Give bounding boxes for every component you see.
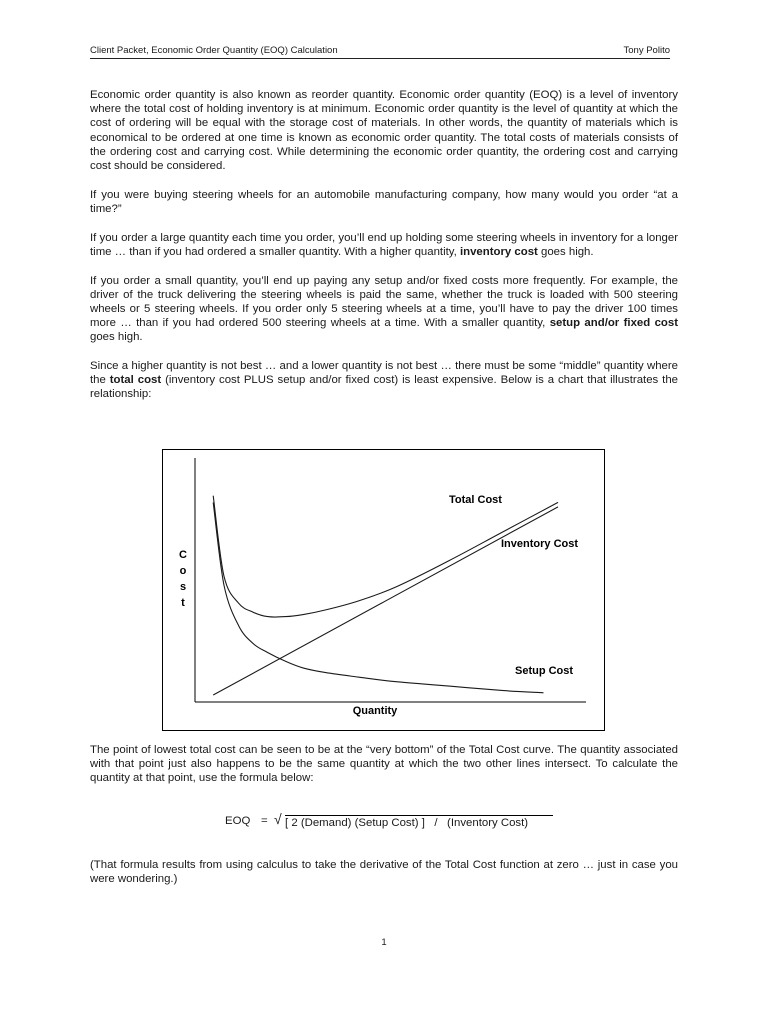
paragraph-small-quantity bbox=[90, 274, 678, 345]
text-segment: (inventory cost PLUS setup and/or fixed cost) is least expensive. Below is a chart that illustrates the relationship: bbox=[90, 374, 678, 401]
eoq-chart-svg bbox=[163, 450, 606, 732]
text-segment: goes high. bbox=[90, 331, 143, 344]
closing-text bbox=[90, 858, 678, 886]
formula-radicand bbox=[285, 815, 553, 829]
y-axis-label-letter: o bbox=[179, 565, 187, 577]
series-label-setup-cost: Setup Cost bbox=[515, 665, 574, 677]
paragraph-large-quantity bbox=[90, 231, 678, 259]
bold-setup-fixed-cost: setup and/or fixed cost bbox=[549, 317, 678, 330]
bold-inventory-cost: inventory cost bbox=[459, 245, 538, 258]
header-author: Tony Polito bbox=[623, 45, 670, 56]
paragraph-steering-wheel-question: If you were buying steering wheels for an automobile manufacturing company, how many would you order “at a time?” bbox=[90, 188, 678, 215]
paragraph-middle-quantity bbox=[90, 359, 678, 402]
formula-equals: = bbox=[261, 815, 268, 827]
formula-radicand-text: [ 2 (Demand) (Setup Cost) ] / (Inventory Cost) bbox=[285, 817, 529, 829]
text-segment: If you order a small quantity, you’ll end up paying any setup and/or fixed costs more frequently. For example, the driver of the truck delivering the steering wheels is paid the same, whether the truck is loaded with 500 steering wheels or 5 steering wheels. If you order only 5 steering wheels at a time, you’ll have to pay the driver 100 times more … than if you had ordered 500 steering wheels at a time. With a smaller quantity, bbox=[90, 274, 678, 330]
bold-total-cost: total cost bbox=[109, 374, 162, 387]
header-document-title: Client Packet, Economic Order Quantity (EOQ) Calculation bbox=[90, 45, 338, 56]
post-chart-text bbox=[90, 743, 678, 786]
text-segment: If you order a large quantity each time you order, you’ll end up holding some steering wheels in inventory for a longer time … than if you had ordered a smaller quantity. With a higher quantity, bbox=[90, 231, 678, 258]
y-axis-label-letter: s bbox=[179, 581, 187, 593]
series-label-inventory-cost: Inventory Cost bbox=[501, 538, 579, 550]
paragraph-eoq-definition: Economic order quantity is also known as reorder quantity. Economic order quantity (EOQ) is a level of inventory where the total cost of holding inventory is at minimum. Economic order quantity is the level of quantity at which the cost of ordering will be equal with the storage cost of materials. In other words, the quantity of materials which is economical to be ordered at one time is known as economic order quantity. The total costs of materials consists of the ordering cost and carrying cost. While determining the economic order quantity, the ordering cost and carrying cost should be considered. bbox=[90, 89, 678, 173]
series-line-inventory-cost bbox=[213, 507, 558, 695]
square-root-icon: √ bbox=[274, 811, 282, 827]
series-line-total-cost bbox=[213, 496, 558, 617]
text-segment: goes high. bbox=[537, 245, 594, 258]
paragraph-calculus-note: (That formula results from using calculus to take the derivative of the Total Cost function at zero … just in case you were wondering.) bbox=[90, 859, 678, 886]
y-axis-label-letter: t bbox=[181, 597, 185, 609]
page-number: 1 bbox=[381, 937, 387, 948]
x-axis-label: Quantity bbox=[352, 705, 398, 717]
text-segment: Since a higher quantity is not best … and a lower quantity is not best … there must be some “middle” quantity where the bbox=[90, 360, 678, 387]
series-label-total-cost: Total Cost bbox=[449, 494, 502, 506]
series-line-setup-cost bbox=[213, 502, 543, 692]
formula-lhs: EOQ bbox=[225, 815, 251, 827]
eoq-chart bbox=[162, 449, 605, 731]
page-header bbox=[90, 44, 670, 59]
y-axis-label-letter: C bbox=[179, 549, 187, 561]
eoq-formula bbox=[225, 808, 565, 832]
paragraph-lowest-total-cost: The point of lowest total cost can be seen to be at the “very bottom” of the Total Cost curve. The quantity associated with that point just also happens to be the same quantity at which the two other lines intersect. To calculate the quantity at that point, use the formula below: bbox=[90, 744, 678, 785]
main-text bbox=[90, 88, 678, 416]
